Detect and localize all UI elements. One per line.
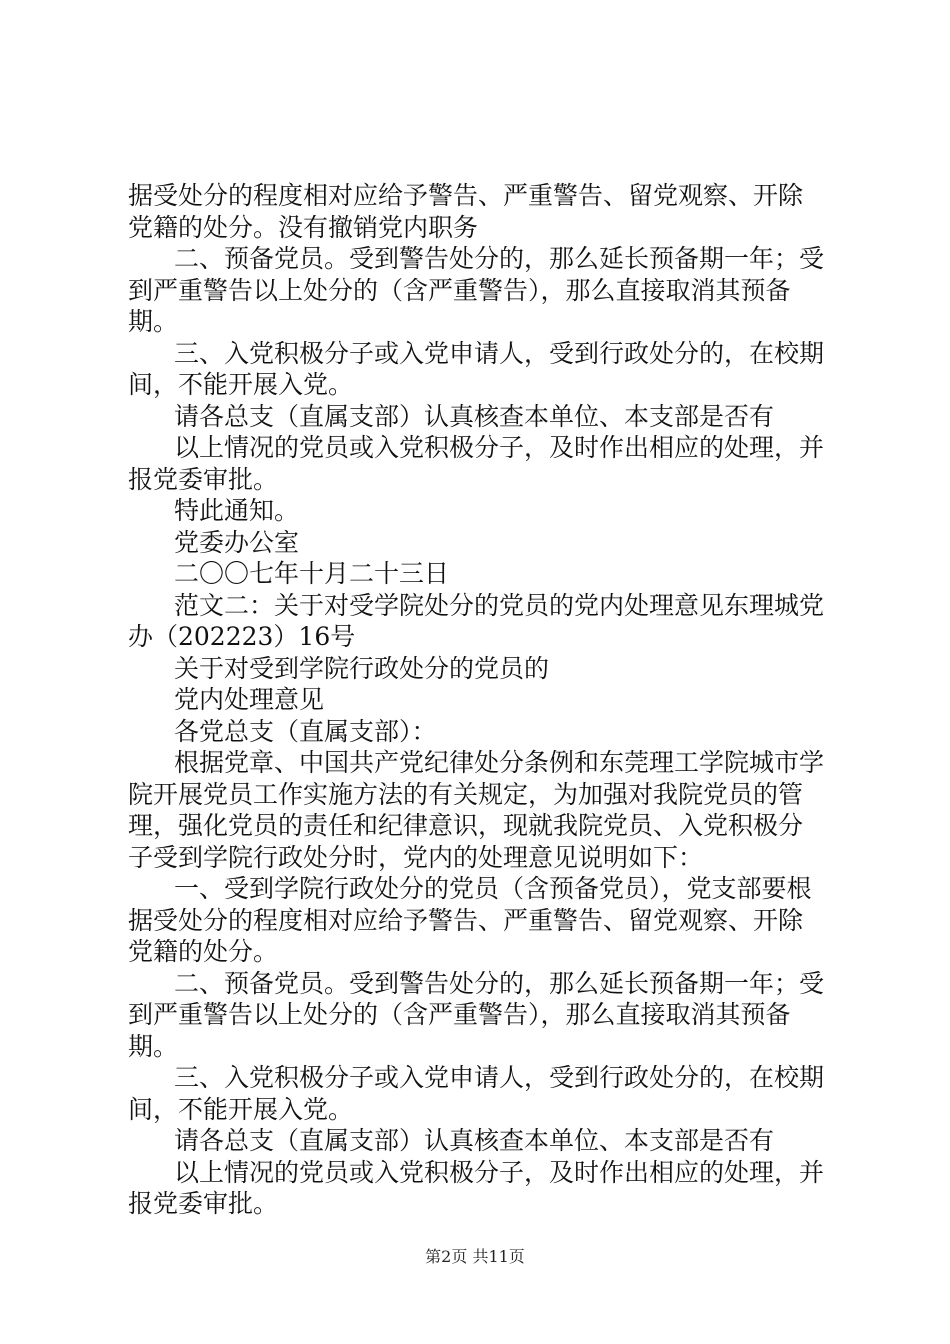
text-line: 二〇〇七年十月二十三日 [174,559,450,588]
page-footer: 第2页 共11页 [425,1247,525,1266]
text-line: 办（202223）16号 [128,622,356,651]
text-line: 子受到学院行政处分时，党内的处理意见说明如下： [128,842,704,872]
text-line: 据受处分的程度相对应给予警告、严重警告、留党观察、开除 [128,181,804,210]
text-line: 特此通知。 [174,496,300,525]
document-body [128,180,832,1220]
text-line: 三、入党积极分子或入党申请人，受到行政处分的，在校期 [174,338,825,368]
text-line: 据受处分的程度相对应给予警告、严重警告、留党观察、开除 [128,905,804,935]
text-line: 根据党章、中国共产党纪律处分条例和东莞理工学院城市学 [174,748,825,777]
text-line: 党内处理意见 [174,685,325,714]
text-line: 各党总支（直属支部）： [174,716,437,746]
text-line: 期。 [128,307,179,336]
text-line: 以上情况的党员或入党积极分子，及时作出相应的处理，并 [174,433,825,462]
text-line: 三、入党积极分子或入党申请人，受到行政处分的，在校期 [174,1063,825,1092]
text-line: 到严重警告以上处分的（含严重警告），那么直接取消其预备 [128,275,791,305]
text-line: 党籍的处分。没有撤销党内职务 [128,212,479,242]
text-line: 党籍的处分。 [128,937,279,966]
text-line: 请各总支（直属支部）认真核查本单位、本支部是否有 [174,401,775,431]
text-line: 院开展党员工作实施方法的有关规定，为加强对我院党员的管 [128,779,804,809]
text-line: 党委办公室 [174,527,300,557]
text-line: 一、受到学院行政处分的党员（含预备党员），党支部要根 [174,874,812,903]
text-line: 请各总支（直属支部）认真核查本单位、本支部是否有 [174,1126,775,1155]
text-line: 到严重警告以上处分的（含严重警告），那么直接取消其预备 [128,1000,791,1029]
text-line: 间，不能开展入党。 [128,370,354,399]
text-line: 范文二：关于对受学院处分的党员的党内处理意见东理城党 [174,590,825,620]
text-line: 理，强化党员的责任和纪律意识，现就我院党员、入党积极分 [128,811,804,840]
text-line: 报党委审批。 [128,464,279,494]
text-line: 间，不能开展入党。 [128,1094,354,1124]
text-line: 二、预备党员。受到警告处分的，那么延长预备期一年；受 [174,244,825,273]
text-line: 期。 [128,1031,179,1061]
text-line: 报党委审批。 [128,1189,279,1218]
text-line: 以上情况的党员或入党积极分子，及时作出相应的处理，并 [174,1157,825,1187]
text-line: 关于对受到学院行政处分的党员的 [174,653,550,683]
text-line: 二、预备党员。受到警告处分的，那么延长预备期一年；受 [174,968,825,998]
